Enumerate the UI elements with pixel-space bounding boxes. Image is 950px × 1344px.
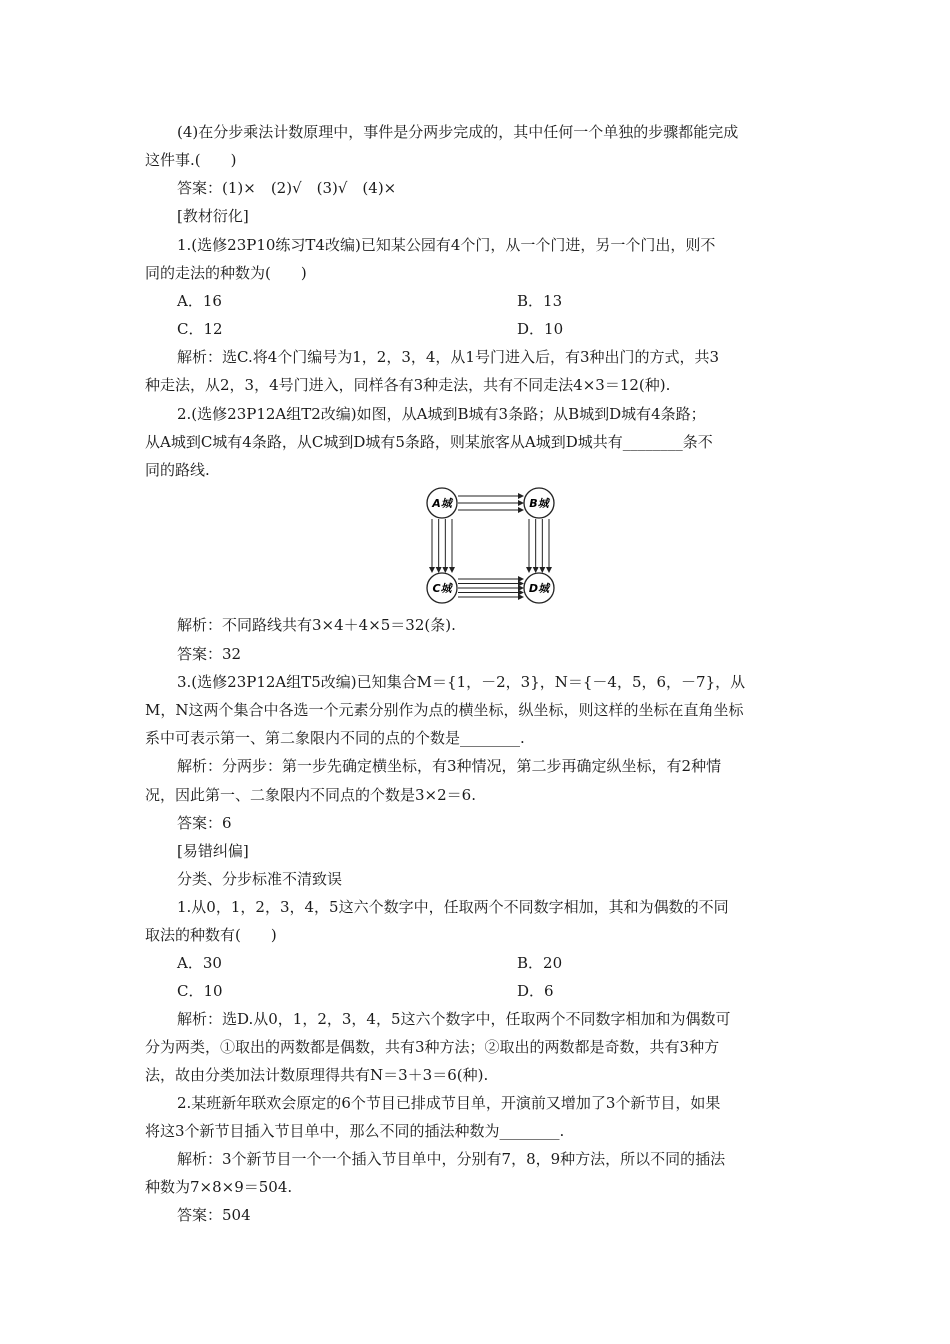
solution-line: 解析：3个新节目一个一个插入节目单中，分别有7，8，9种方法，所以不同的插法 xyxy=(177,1150,726,1168)
question-line: 1.(选修23P10练习T4改编)已知某公园有4个门，从一个门进，另一个门出，则不 xyxy=(177,236,716,254)
option-a: A．16 xyxy=(177,292,222,310)
node-a xyxy=(427,488,457,518)
svg-text:D城: D城 xyxy=(528,582,550,595)
option-d: D．10 xyxy=(517,320,564,338)
question-line: 将这3个新节目插入节目单中，那么不同的插法种数为________. xyxy=(145,1122,565,1140)
text-line: 这件事.( ) xyxy=(145,151,237,169)
node-b xyxy=(524,488,554,518)
section-heading: [教材衍化] xyxy=(177,207,249,225)
question-line: 1.从0，1，2，3，4，5这六个数字中，任取两个不同数字相加，其和为偶数的不同 xyxy=(177,898,729,916)
option-d: D．6 xyxy=(517,982,554,1000)
solution-line: 解析：选C.将4个门编号为1，2，3，4，从1号门进入后，有3种出门的方式，共3 xyxy=(177,348,720,366)
svg-text:A城: A城 xyxy=(432,497,452,510)
question-line: 同的走法的种数为( ) xyxy=(145,264,307,282)
question-line: 取法的种数有( ) xyxy=(145,926,277,944)
question-line: 3.(选修23P12A组T5改编)已知集合M＝{1，－2，3}，N＝{－4，5，6，－7}，从 xyxy=(177,673,746,691)
solution-line: 法，故由分类加法计数原理得共有N＝3＋3＝6(种). xyxy=(145,1066,489,1084)
option-c: C．12 xyxy=(177,320,223,338)
solution-line: 况，因此第一、二象限内不同点的个数是3×2＝6. xyxy=(145,786,476,804)
subheading: 分类、分步标准不清致误 xyxy=(177,870,343,888)
solution-line: 解析：选D.从0，1，2，3，4，5这六个数字中，任取两个不同数字相加和为偶数可 xyxy=(177,1010,731,1028)
svg-text:C城: C城 xyxy=(432,582,452,595)
solution-line: 种数为7×8×9＝504. xyxy=(145,1178,293,1196)
question-line: 2.某班新年联欢会原定的6个节目已排成节目单，开演前又增加了3个新节目，如果 xyxy=(177,1094,721,1112)
option-c: C．10 xyxy=(177,982,223,1000)
node-c xyxy=(427,573,457,603)
question-line: 同的路线. xyxy=(145,461,210,479)
solution-line: 解析：分两步：第一步先确定横坐标，有3种情况，第二步再确定纵坐标，有2种情 xyxy=(177,757,722,775)
answer-line: 答案：6 xyxy=(177,814,232,832)
option-a: A．30 xyxy=(177,954,222,972)
question-line: 2.(选修23P12A组T2改编)如图，从A城到B城有3条路；从B城到D城有4条路； xyxy=(177,405,706,423)
route-diagram xyxy=(415,482,560,608)
svg-text:B城: B城 xyxy=(529,497,549,510)
answer-line: 答案：32 xyxy=(177,645,242,663)
text-line: (4)在分步乘法计数原理中，事件是分两步完成的，其中任何一个单独的步骤都能完成 xyxy=(177,123,739,141)
question-line: 系中可表示第一、第二象限内不同的点的个数是________. xyxy=(145,729,525,747)
section-heading: [易错纠偏] xyxy=(177,842,249,860)
option-b: B．20 xyxy=(517,954,563,972)
answer-line: 答案：504 xyxy=(177,1206,251,1224)
solution-line: 分为两类，①取出的两数都是偶数，共有3种方法；②取出的两数都是奇数，共有3种方 xyxy=(145,1038,720,1056)
question-line: 从A城到C城有4条路，从C城到D城有5条路，则某旅客从A城到D城共有________条不 xyxy=(145,433,713,451)
answer-line: 答案：(1)× (2)√ (3)√ (4)× xyxy=(177,179,397,197)
node-d xyxy=(524,573,554,603)
option-b: B．13 xyxy=(517,292,563,310)
solution-line: 种走法，从2，3，4号门进入，同样各有3种走法，共有不同走法4×3＝12(种). xyxy=(145,376,671,394)
question-line: M，N这两个集合中各选一个元素分别作为点的横坐标，纵坐标，则这样的坐标在直角坐标 xyxy=(145,701,744,719)
solution-line: 解析：不同路线共有3×4＋4×5＝32(条). xyxy=(177,616,456,634)
